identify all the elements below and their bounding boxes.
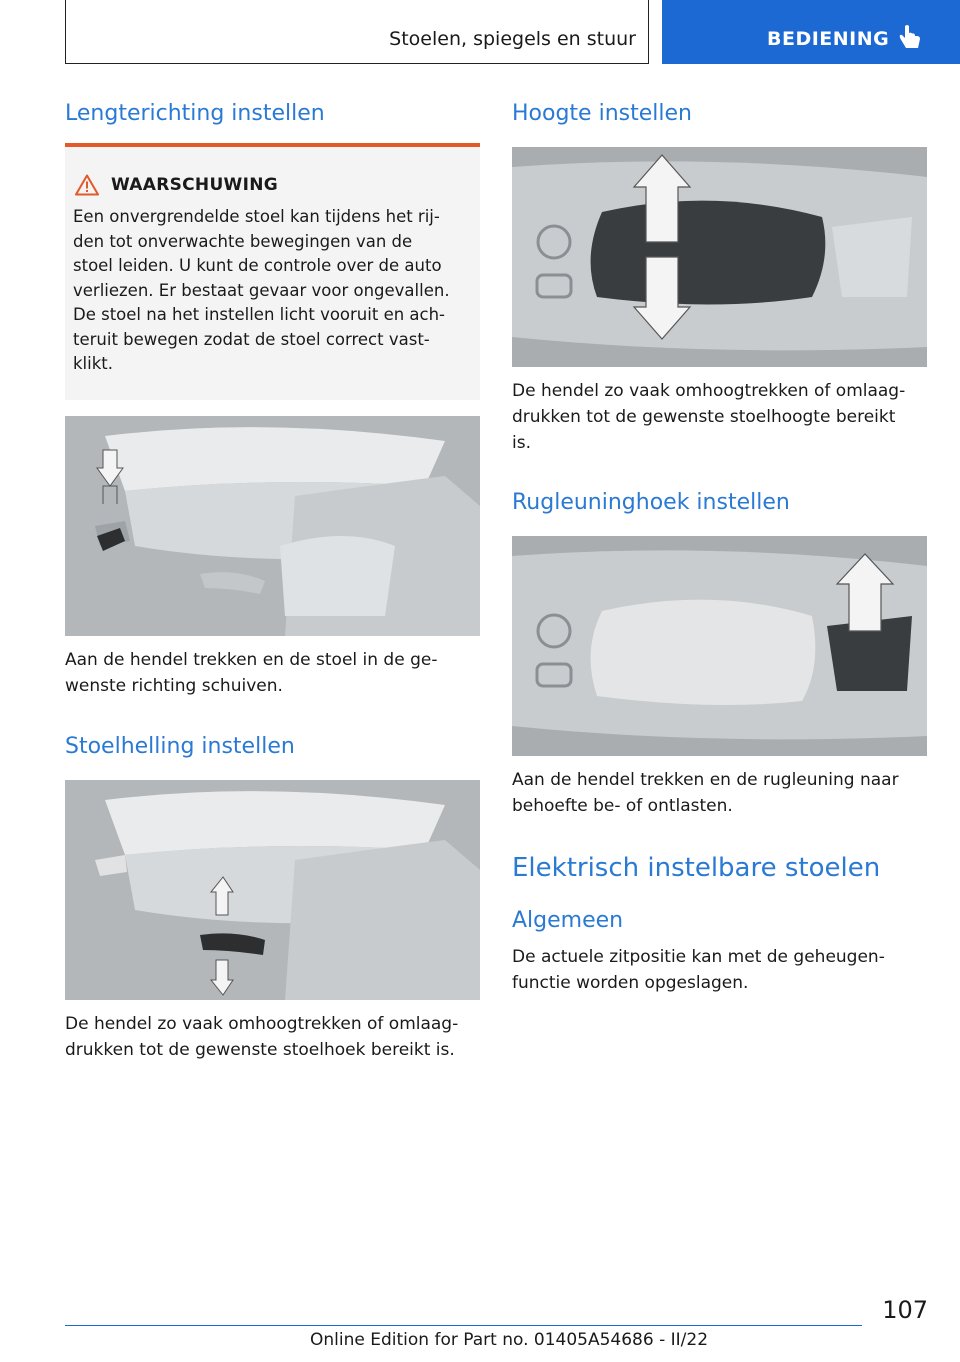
warning-triangle-icon — [75, 174, 99, 196]
length-instruction: Aan de hendel trekken en de stoel in de ge- wenste richting schuiven. — [65, 650, 438, 696]
header-chapter-box — [65, 0, 649, 64]
subheading-general: Algemeen — [512, 908, 624, 933]
pointing-hand-icon — [898, 24, 922, 52]
seat-height-photo — [512, 147, 927, 367]
footer-divider — [65, 1325, 862, 1326]
header-section-tab[interactable] — [662, 0, 960, 64]
heading-height-adjust: Hoogte instellen — [512, 101, 692, 126]
heading-length-adjust: Lengterichting instellen — [65, 101, 325, 126]
heading-tilt-adjust: Stoelhelling instellen — [65, 734, 295, 759]
backrest-instruction: Aan de hendel trekken en de rugleuning naar behoefte be- of ontlasten. — [512, 770, 899, 816]
seat-backrest-photo — [512, 536, 927, 756]
heading-backrest-adjust: Rugleuninghoek instellen — [512, 490, 790, 515]
seat-length-photo — [65, 416, 480, 636]
warning-box — [65, 143, 480, 400]
tilt-instruction: De hendel zo vaak omhoogtrekken of omlaag- drukken tot de gewenste stoelhoek bereikt is. — [65, 1014, 459, 1060]
footer-edition: Online Edition for Part no. 01405A54686 - II/22 — [310, 1330, 709, 1350]
height-instruction: De hendel zo vaak omhoogtrekken of omlaag- drukken tot de gewenste stoelhoogte bereikt is. — [512, 381, 906, 453]
page-number: 107 — [882, 1296, 928, 1324]
seat-tilt-photo — [65, 780, 480, 1000]
warning-text: Een onvergrendelde stoel kan tijdens het rij- den tot onverwachte bewegingen van de stoel leiden. U kunt de controle over de auto verliezen. Er bestaat gevaar voor ongevallen. De stoel na het instellen licht vooruit en ach- teruit bewegen zodat de stoel correct vast- klikt. — [73, 207, 450, 373]
section-title: BEDIENING — [767, 28, 890, 50]
warning-title: WAARSCHUWING — [111, 175, 279, 195]
chapter-title: Stoelen, spiegels en stuur — [389, 28, 636, 50]
heading-electric-seats: Elektrisch instelbare stoelen — [512, 853, 881, 883]
general-text: De actuele zitpositie kan met de geheugen- functie worden opgeslagen. — [512, 947, 885, 993]
